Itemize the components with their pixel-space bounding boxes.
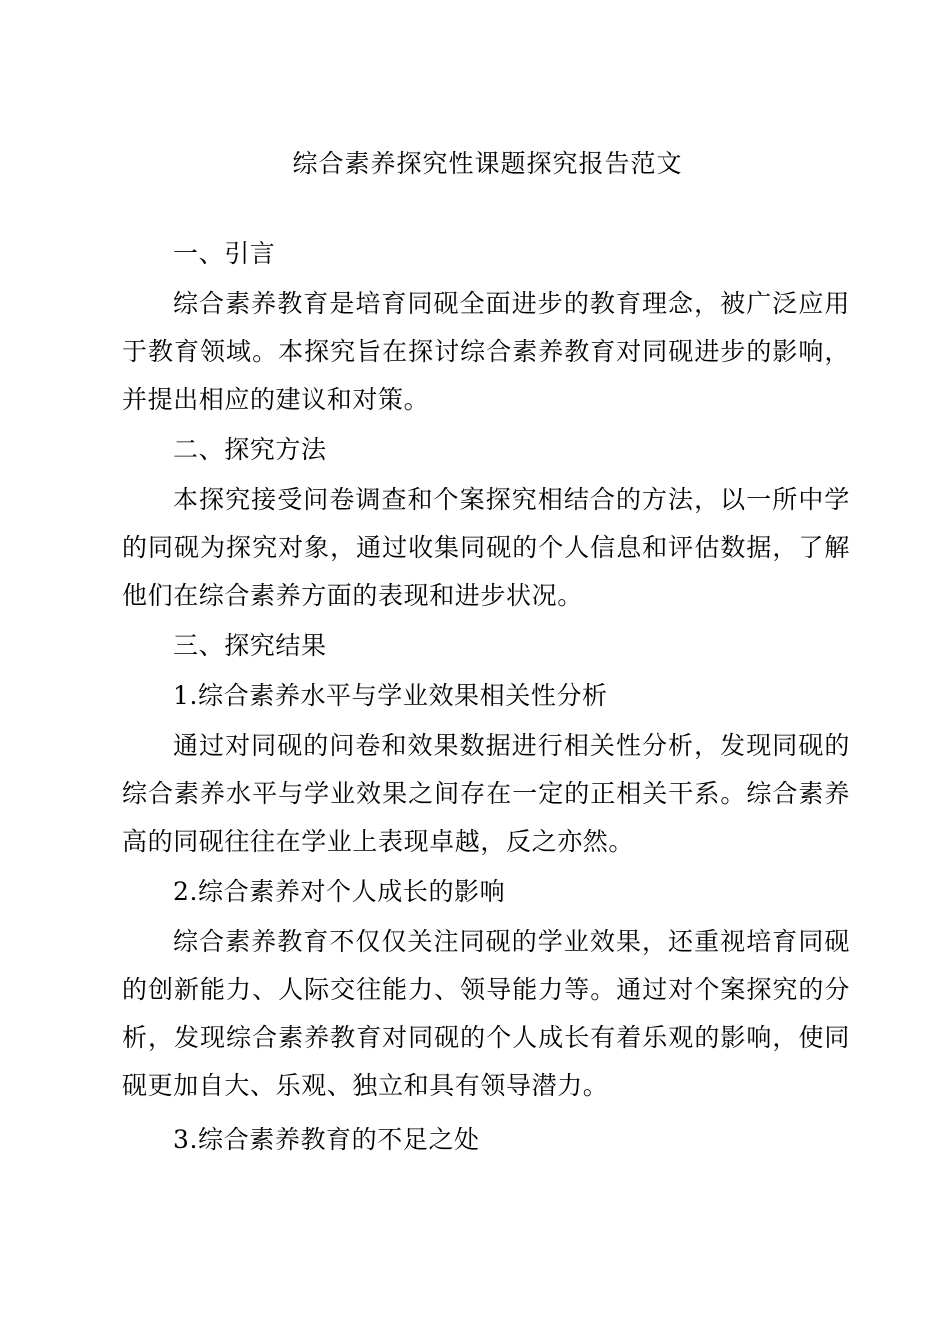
section-heading-results: 三、探究结果 (173, 631, 327, 660)
paragraph-result2: 综合素养教育不仅仅关注同砚的学业效果，还重视培育同砚的创新能力、人际交往能力、领导能力等。通过对个案探究的分析，发现综合素养教育对同砚的个人成长有着乐观的影响，使同砚更加自大、乐观、独立和具有领导潜力。 (122, 927, 850, 1100)
section-heading-method: 二、探究方法 (173, 435, 327, 464)
section-heading-intro: 一、引言 (173, 239, 276, 268)
page-title: 综合素养探究性课题探究报告范文 (292, 149, 683, 178)
document-body (122, 230, 850, 1164)
paragraph-method: 本探究接受问卷调查和个案探究相结合的方法，以一所中学的同砚为探究对象，通过收集同砚的个人信息和评估数据，了解他们在综合素养方面的表现和进步状况。 (122, 485, 850, 610)
subsection-heading-result3: 3.综合素养教育的不足之处 (173, 1125, 480, 1154)
subsection-heading-result2: 2.综合素养对个人成长的影响 (173, 877, 506, 906)
subsection-heading-result1: 1.综合素养水平与学业效果相关性分析 (173, 681, 608, 710)
paragraph-intro: 综合素养教育是培育同砚全面进步的教育理念，被广泛应用于教育领域。本探究旨在探讨综合素养教育对同砚进步的影响，并提出相应的建议和对策。 (122, 289, 850, 414)
paragraph-result1: 通过对同砚的问卷和效果数据进行相关性分析，发现同砚的综合素养水平与学业效果之间存在一定的正相关干系。综合素养高的同砚往往在学业上表现卓越，反之亦然。 (122, 731, 850, 856)
